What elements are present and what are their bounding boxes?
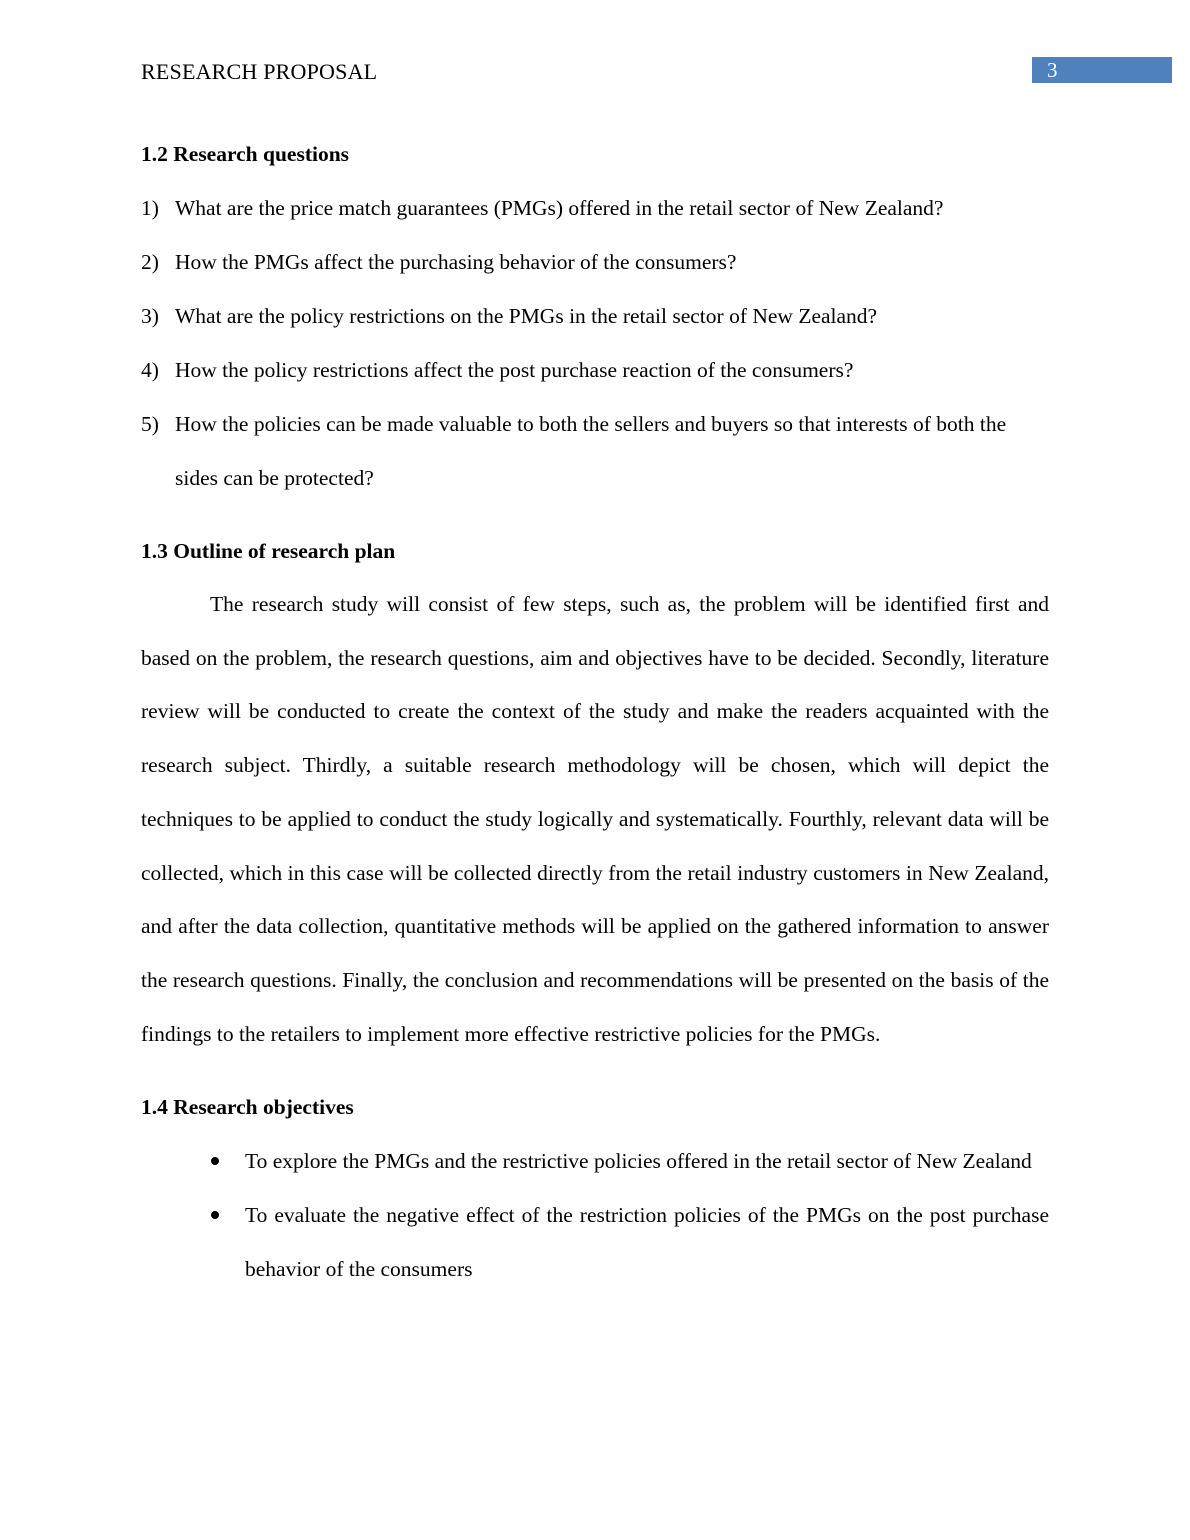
question-number: 1) bbox=[141, 196, 159, 220]
bullet-icon bbox=[211, 1188, 245, 1242]
question-text: How the policies can be made valuable to both the sellers and buyers so that interests of both the sides can be protected? bbox=[175, 412, 1007, 490]
outline-heading: 1.3 Outline of research plan bbox=[141, 539, 396, 563]
question-text: What are the policy restrictions on the PMGs in the retail sector of New Zealand? bbox=[175, 304, 878, 328]
research-questions-heading: 1.2 Research questions bbox=[141, 142, 350, 166]
objectives-heading: 1.4 Research objectives bbox=[141, 1095, 354, 1120]
document-body bbox=[141, 127, 1049, 1296]
question-item bbox=[141, 181, 1049, 235]
question-number: 2) bbox=[141, 250, 159, 274]
question-item bbox=[141, 397, 1049, 505]
running-header-title: RESEARCH PROPOSAL bbox=[141, 59, 378, 84]
objective-item bbox=[211, 1134, 1049, 1188]
question-text: How the PMGs affect the purchasing behavior of the consumers? bbox=[175, 250, 737, 274]
question-text: How the policy restrictions affect the post purchase reaction of the consumers? bbox=[175, 358, 854, 382]
outline-paragraph: The research study will consist of few steps, such as, the problem will be identified first and based on the problem, the research questions, aim and objectives have to be decided. Secondly, literature review will be conducted to create the context of the study and make the readers acquainted with the research subject. Thirdly, a suitable research methodology will be chosen, which will depict the techniques to be applied to conduct the study logically and systematically. Fourthly, relevant data will be collected, which in this case will be collected directly from the retail industry customers in New Zealand, and after the data collection, quantitative methods will be applied on the gathered information to answer the research questions. Finally, the conclusion and recommendations will be presented on the basis of the findings to the retailers to implement more effective restrictive policies for the PMGs. bbox=[141, 592, 1049, 1046]
objective-text: To evaluate the negative effect of the restriction policies of the PMGs on the post purchase behavior of the consumers bbox=[245, 1203, 1049, 1282]
research-questions-list bbox=[141, 181, 1049, 505]
question-text: What are the price match guarantees (PMGs) offered in the retail sector of New Zealand? bbox=[175, 196, 944, 220]
objectives-list bbox=[141, 1134, 1049, 1296]
objective-item bbox=[211, 1188, 1049, 1296]
question-number: 4) bbox=[141, 358, 159, 382]
question-number: 5) bbox=[141, 412, 159, 436]
question-number: 3) bbox=[141, 304, 159, 328]
question-item bbox=[141, 343, 1049, 397]
bullet-icon bbox=[211, 1134, 245, 1188]
objective-text: To explore the PMGs and the restrictive policies offered in the retail sector of New Zealand bbox=[245, 1149, 1032, 1174]
page-number: 3 bbox=[1032, 57, 1172, 83]
question-item bbox=[141, 235, 1049, 289]
question-item bbox=[141, 289, 1049, 343]
